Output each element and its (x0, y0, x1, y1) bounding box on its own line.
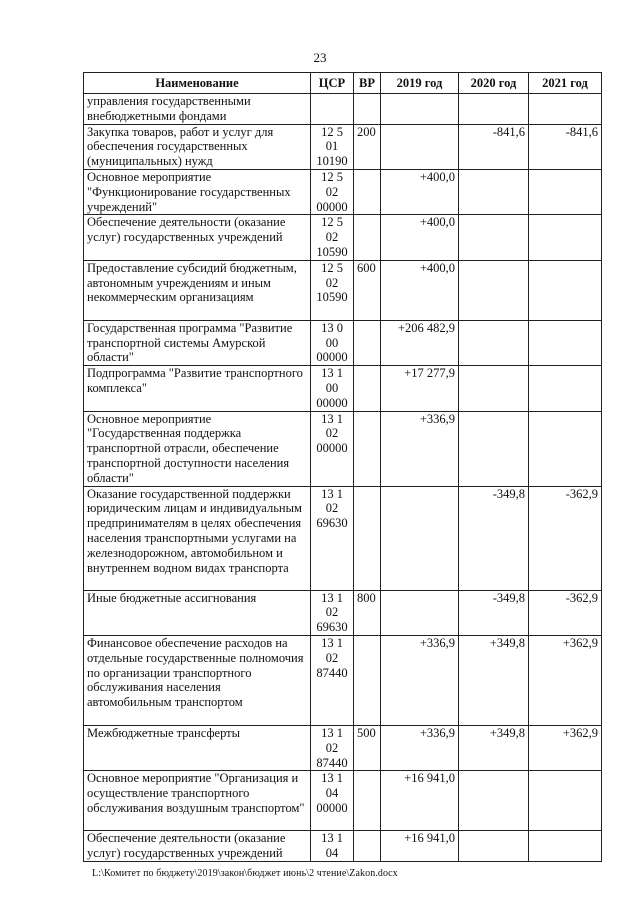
cell-csr: 13 1 02 87440 (311, 725, 354, 770)
cell-2019: +400,0 (381, 169, 459, 214)
cell-2021 (529, 411, 602, 486)
cell-2021 (529, 215, 602, 260)
cell-2019: +16 941,0 (381, 831, 459, 862)
cell-2019 (381, 94, 459, 125)
cell-name: Предоставление субсидий бюджетным, автономным учреждениям и иным некоммерческим организациям (84, 260, 311, 320)
cell-csr: 12 5 01 10190 (311, 124, 354, 169)
footer-file-path: L:\Комитет по бюджету\2019\закон\бюджет июнь\2 чтение\Zakon.docx (92, 868, 398, 879)
cell-vr (354, 215, 381, 260)
table-body (84, 94, 602, 862)
cell-2021 (529, 831, 602, 862)
cell-2021: +362,9 (529, 635, 602, 725)
budget-table (83, 72, 602, 862)
cell-name: Подпрограмма "Развитие транспортного комплекса" (84, 366, 311, 411)
cell-2020 (459, 215, 529, 260)
cell-csr: 12 5 02 00000 (311, 169, 354, 214)
cell-2020 (459, 169, 529, 214)
cell-name: Закупка товаров, работ и услуг для обеспечения государственных (муниципальных) нужд (84, 124, 311, 169)
cell-vr (354, 366, 381, 411)
cell-2020: +349,8 (459, 635, 529, 725)
cell-2019: +400,0 (381, 215, 459, 260)
cell-2019: +336,9 (381, 635, 459, 725)
cell-2021 (529, 169, 602, 214)
table-row (84, 411, 602, 486)
cell-2019: +17 277,9 (381, 366, 459, 411)
cell-2020: -349,8 (459, 590, 529, 635)
cell-2021: +362,9 (529, 725, 602, 770)
cell-2021 (529, 366, 602, 411)
table-row (84, 366, 602, 411)
cell-name: Межбюджетные трансферты (84, 725, 311, 770)
table-row (84, 590, 602, 635)
cell-vr (354, 411, 381, 486)
cell-vr (354, 831, 381, 862)
cell-vr: 800 (354, 590, 381, 635)
cell-2021 (529, 771, 602, 831)
cell-2020 (459, 320, 529, 365)
cell-csr: 13 1 00 00000 (311, 366, 354, 411)
cell-2019: +336,9 (381, 411, 459, 486)
header-name: Наименование (84, 73, 311, 94)
cell-2019 (381, 124, 459, 169)
cell-csr: 13 1 04 00000 (311, 771, 354, 831)
table-row (84, 486, 602, 590)
cell-2021: -362,9 (529, 486, 602, 590)
table-row (84, 169, 602, 214)
cell-csr (311, 94, 354, 125)
table-row (84, 771, 602, 831)
cell-csr: 13 1 02 00000 (311, 411, 354, 486)
cell-csr: 12 5 02 10590 (311, 215, 354, 260)
cell-vr (354, 771, 381, 831)
cell-csr: 13 0 00 00000 (311, 320, 354, 365)
cell-vr (354, 169, 381, 214)
cell-name: управления государственными внебюджетными фондами (84, 94, 311, 125)
cell-2019 (381, 486, 459, 590)
header-2021: 2021 год (529, 73, 602, 94)
cell-name: Обеспечение деятельности (оказание услуг) государственных учреждений (84, 215, 311, 260)
table-row (84, 124, 602, 169)
table-row (84, 94, 602, 125)
cell-2021 (529, 320, 602, 365)
table-row (84, 260, 602, 320)
cell-2020: +349,8 (459, 725, 529, 770)
table-row (84, 725, 602, 770)
cell-vr (354, 635, 381, 725)
cell-2019: +336,9 (381, 725, 459, 770)
cell-2020 (459, 831, 529, 862)
cell-2019 (381, 590, 459, 635)
cell-2019: +400,0 (381, 260, 459, 320)
header-vr: ВР (354, 73, 381, 94)
cell-2020 (459, 94, 529, 125)
cell-name: Иные бюджетные ассигнования (84, 590, 311, 635)
cell-csr: 12 5 02 10590 (311, 260, 354, 320)
cell-2020: -349,8 (459, 486, 529, 590)
cell-2021: -362,9 (529, 590, 602, 635)
cell-vr: 600 (354, 260, 381, 320)
header-2020: 2020 год (459, 73, 529, 94)
table-row (84, 831, 602, 862)
cell-name: Финансовое обеспечение расходов на отдельные государственные полномочия по организации транспортного обслуживания населения автомобильным транспортом (84, 635, 311, 725)
cell-2020 (459, 411, 529, 486)
cell-vr (354, 486, 381, 590)
cell-2021: -841,6 (529, 124, 602, 169)
cell-2020 (459, 771, 529, 831)
cell-csr: 13 1 02 87440 (311, 635, 354, 725)
cell-name: Основное мероприятие "Организация и осуществление транспортного обслуживания воздушным транспортом" (84, 771, 311, 831)
cell-2020 (459, 260, 529, 320)
cell-csr: 13 1 02 69630 (311, 486, 354, 590)
cell-2021 (529, 94, 602, 125)
cell-csr: 13 1 02 69630 (311, 590, 354, 635)
cell-2020: -841,6 (459, 124, 529, 169)
cell-vr: 500 (354, 725, 381, 770)
cell-2019: +16 941,0 (381, 771, 459, 831)
cell-2021 (529, 260, 602, 320)
cell-vr: 200 (354, 124, 381, 169)
cell-name: Оказание государственной поддержки юридическим лицам и индивидуальным предпринимателям в целях обеспечения населения транспортными услугами на железнодорожном, автомобильном и внутреннем водном видах транспорта (84, 486, 311, 590)
cell-name: Основное мероприятие "Функционирование государственных учреждений" (84, 169, 311, 214)
table-row (84, 635, 602, 725)
cell-2020 (459, 366, 529, 411)
table-header-row (84, 73, 602, 94)
cell-csr: 13 1 04 (311, 831, 354, 862)
header-2019: 2019 год (381, 73, 459, 94)
cell-vr (354, 320, 381, 365)
table-row (84, 320, 602, 365)
cell-name: Обеспечение деятельности (оказание услуг) государственных учреждений (84, 831, 311, 862)
header-csr: ЦСР (311, 73, 354, 94)
table-row (84, 215, 602, 260)
cell-vr (354, 94, 381, 125)
cell-2019: +206 482,9 (381, 320, 459, 365)
page-number: 23 (313, 50, 327, 65)
cell-name: Государственная программа "Развитие транспортной системы Амурской области" (84, 320, 311, 365)
cell-name: Основное мероприятие "Государственная поддержка транспортной отрасли, обеспечение транспортной доступности населения области" (84, 411, 311, 486)
